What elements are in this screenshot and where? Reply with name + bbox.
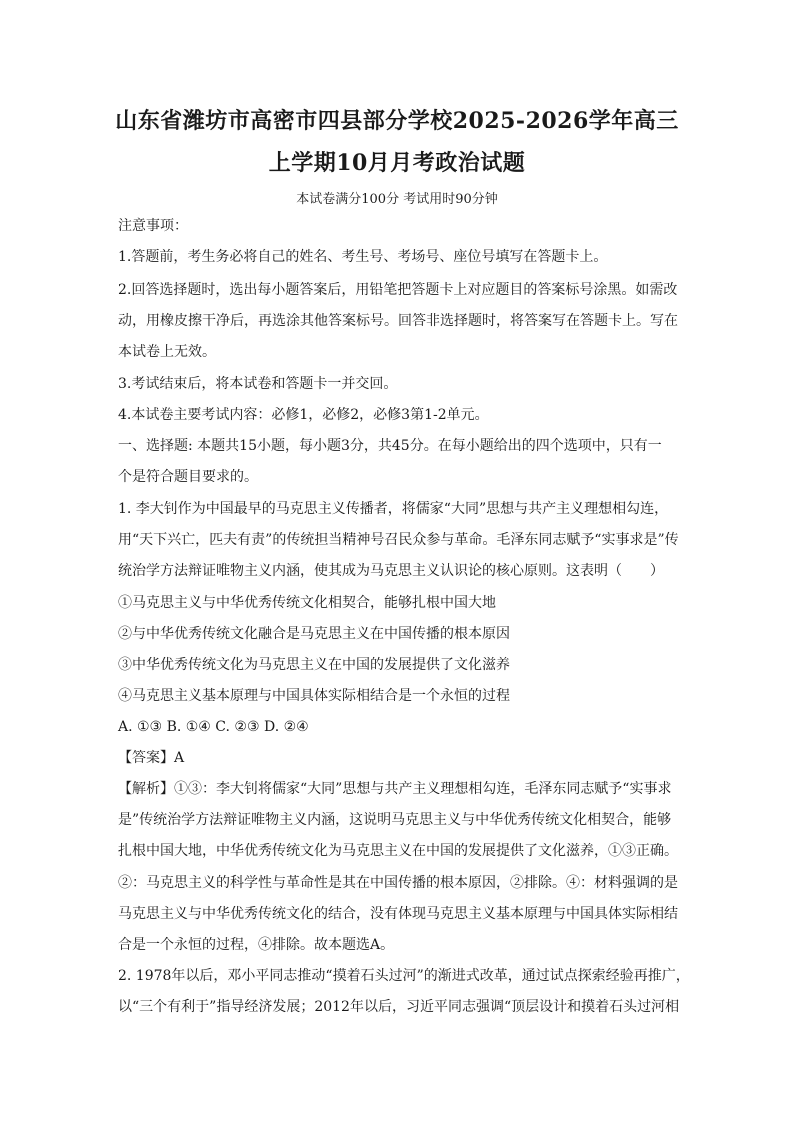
q1-option-3: ③中华优秀传统文化为马克思主义在中国的发展提供了文化滋养 bbox=[118, 657, 510, 673]
q1-stem-line-3: 统治学方法辩证唯物主义内涵，使其成为马克思主义认识论的核心原则。这表明（ ） bbox=[118, 563, 664, 579]
q1-choices: A. ①③ B. ①④ C. ②③ D. ②④ bbox=[118, 719, 309, 735]
note-item-4: 4.本试卷主要考试内容：必修1，必修2，必修3第1-2单元。 bbox=[118, 407, 489, 423]
q1-answer: 【答案】A bbox=[118, 750, 185, 766]
q1-analysis-line-2: 是”传统治学方法辩证唯物主义内涵，这说明马克思主义与中华优秀传统文化相契合，能够 bbox=[118, 812, 672, 828]
q1-stem-line-2: 用“天下兴亡，匹夫有责”的传统担当精神号召民众参与革命。毛泽东同志赋予“实事求是”传 bbox=[118, 532, 679, 548]
note-item-1: 1.答题前，考生务必将自己的姓名、考生号、考场号、座位号填写在答题卡上。 bbox=[118, 249, 608, 265]
q1-analysis-line-6: 合是一个永恒的过程，④排除。故本题选A。 bbox=[118, 937, 395, 953]
note-item-2-line-3: 本试卷上无效。 bbox=[118, 344, 216, 360]
q1-option-1: ①马克思主义与中华优秀传统文化相契合，能够扎根中国大地 bbox=[118, 595, 496, 611]
q2-stem-line-2: 以“三个有利于”指导经济发展；2012年以后，习近平同志强调“顶层设计和摸着石头过河相 bbox=[118, 999, 680, 1015]
note-item-3: 3.考试结束后，将本试卷和答题卡一并交回。 bbox=[118, 376, 398, 392]
exam-subtitle: 本试卷满分100分 考试用时90分钟 bbox=[296, 192, 498, 207]
q1-analysis-line-3: 扎根中国大地，中华优秀传统文化为马克思主义在中国的发展提供了文化滋养，①③正确。 bbox=[118, 843, 678, 859]
q1-stem-line-1: 1. 李大钊作为中国最早的马克思主义传播者，将儒家“大同”思想与共产主义理想相勾连， bbox=[118, 501, 669, 517]
q2-stem-line-1: 2. 1978年以后，邓小平同志推动“摸着石头过河”的渐进式改革，通过试点探索经验再推广， bbox=[118, 968, 690, 984]
q1-analysis-line-1: 【解析】①③：李大钊将儒家“大同”思想与共产主义理想相勾连，毛泽东同志赋予“实事求 bbox=[118, 781, 672, 797]
q1-option-4: ④马克思主义基本原理与中国具体实际相结合是一个永恒的过程 bbox=[118, 688, 510, 704]
notes-heading: 注意事项： bbox=[118, 218, 188, 234]
section-heading-line-2: 个是符合题目要求的。 bbox=[118, 469, 258, 485]
exam-title-line-2: 上学期10月月考政治试题 bbox=[268, 150, 526, 176]
note-item-2-line-2: 动，用橡皮擦干净后，再选涂其他答案标号。回答非选择题时，将答案写在答题卡上。写在 bbox=[118, 313, 678, 329]
q1-analysis-line-4: ②：马克思主义的科学性与革命性是其在中国传播的根本原因，②排除。④：材料强调的是 bbox=[118, 875, 678, 891]
section-heading-line-1: 一、选择题: 本题共15小题，每小题3分，共45分。在每小题给出的四个选项中，只有一 bbox=[118, 438, 662, 454]
q1-analysis-line-5: 马克思主义与中华优秀传统文化的结合，没有体现马克思主义基本原理与中国具体实际相结 bbox=[118, 906, 678, 922]
q1-option-2: ②与中华优秀传统文化融合是马克思主义在中国传播的根本原因 bbox=[118, 626, 510, 642]
exam-title-line-1: 山东省潍坊市高密市四县部分学校2025-2026学年高三 bbox=[115, 108, 679, 134]
note-item-2-line-1: 2.回答选择题时，选出每小题答案后，用铅笔把答题卡上对应题目的答案标号涂黑。如需改 bbox=[118, 282, 678, 298]
